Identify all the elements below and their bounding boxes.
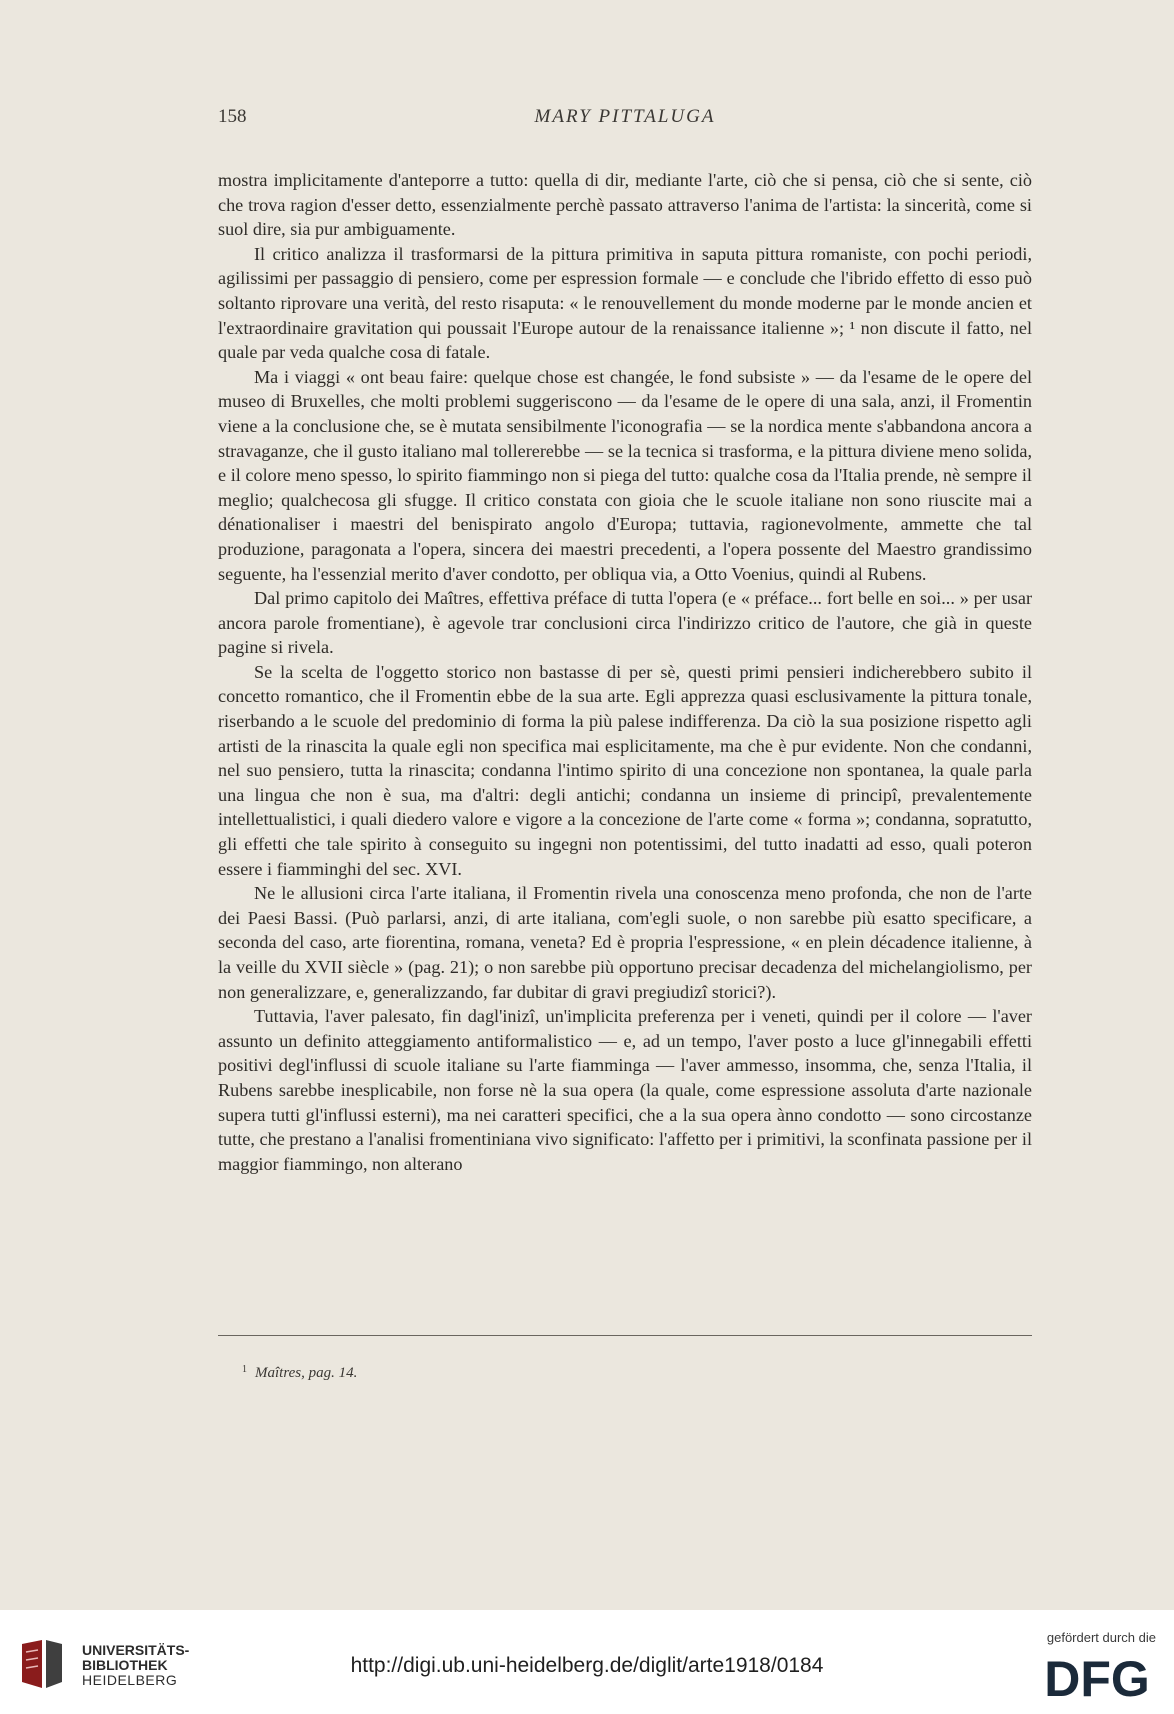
library-name-line: UNIVERSITÄTS-: [82, 1642, 190, 1658]
body-text: [218, 168, 1032, 1176]
library-name-line: BIBLIOTHEK: [82, 1657, 168, 1673]
paragraph: Dal primo capitolo dei Maîtres, effettiva préface di tutta l'opera (e « préface... fort belle en soi... » per usar ancora parole fromentiane), è agevole trar conclusioni circa l'indirizzo critico de l'autore, che già in queste pagine si rivela.: [218, 588, 1032, 658]
funder-label: gefördert durch die: [1046, 1630, 1156, 1645]
paragraph: Se la scelta de l'oggetto storico non bastasse di per sè, questi primi pensieri indicherebbero subito il concetto romantico, che il Fromentin ebbe de la sua arte. Egli apprezza quasi esclusivamente la pittura tonale, riserbando a le scuole del predominio di forma la più palese indifferenza. Da ciò la sua posizione rispetto agli artisti de la rinascita la quale egli non specifica mai esplicitamente, ma che è pur evidente. Non che condanni, nel suo pensiero, tutta la rinascita; condanna l'intimo spirito di una concezione non spontanea, la quale parla una lingua che non è sua, ma d'altri: degli antichi; condanna un insieme di principî, prevalentemente intellettualistici, i quali diedero valore e vigore a la concezione de l'arte come « forma »; condanna, sopratutto, gli effetti che tale spirito à conseguito su ingegni non potentissimi, del tutto inadatti ad esso, quali poteron essere i fiamminghi del sec. XVI.: [218, 661, 1032, 879]
library-name-line: HEIDELBERG: [82, 1672, 178, 1688]
footnote-text: Maîtres, pag. 14.: [255, 1365, 358, 1381]
page-header: [218, 100, 1032, 140]
page-number: 158: [218, 106, 247, 127]
dfg-logo-icon[interactable]: [1038, 1652, 1156, 1702]
running-head: MARY PITTALUGA: [534, 106, 716, 127]
footnote: [242, 1364, 357, 1382]
paragraph: mostra implicitamente d'anteporre a tutto: quella di dir, mediante l'arte, ciò che si pensa, ciò che si sente, ciò che trova ragion d'esser detto, essenzialmente perchè passato attraverso l'anima de l'artista: la sincerità, come si suol dire, sia pur ambiguamente.: [218, 170, 1032, 240]
paragraph: Ne le allusioni circa l'arte italiana, il Fromentin rivela una conoscenza meno profonda, che non de l'arte dei Paesi Bassi. (Può parlarsi, anzi, di arte italiana, com'egli suole, o non sarebbe più esatto specificare, a seconda del caso, arte fiorentina, romana, veneta? Ed è propria l'espressione, « en plein décadence italienne, à la veille du XVII siècle » (pag. 21); o non sarebbe più opportuno precisar decadenza del michelangiolismo, per non generalizzare, e, generalizzando, far dubitar di gravi pregiudizî storici?).: [218, 883, 1032, 1002]
paragraph: Ma i viaggi « ont beau faire: quelque chose est changée, le fond subsiste » — da l'esame de le opere del museo di Bruxelles, che molti problemi suggeriscono — da l'esame de le opere di una sala, anzi, il Fromentin viene a la conclusione che, se è mutata sensibilmente l'iconografia — se la nordica mente s'abbandona ancora a stravaganze, che il gusto italiano mal tollererebbe — se la tecnica si trasforma, e la pittura diviene meno solida, e il colore meno spesso, lo spirito fiammingo non si piega del tutto: qualche cosa da l'Italia prende, nè sempre il meglio; qualchecosa gli sfugge. Il critico constata con gioia che le scuole italiane non sono riuscite mai a dénationaliser i maestri del benispirato angolo d'Europa; tuttavia, ragionevolmente, ammette che tal produzione, paragonata a l'opera, sincera dei maestri precedenti, a l'opera possente del Maestro grandissimo seguente, ha l'essenzial merito d'aver condotto, per obliqua via, a Otto Voenius, quindi al Rubens.: [218, 366, 1032, 584]
paragraph: Tuttavia, l'aver palesato, fin dagl'inizî, un'implicita preferenza per i veneti, quindi per il colore — l'aver assunto un definito atteggiamento antiformalistico — e, ad un tempo, l'aver posto a luce gl'innegabili effetti positivi degl'influssi di scuole italiane su l'arte fiamminga — l'aver ammesso, insomma, che, senza l'Italia, il Rubens sarebbe inesplicabile, non forse nè la sua opera (la quale, come espressione assoluta d'arte nazionale supera tutti gl'influssi esterni), ma nei caratteri specifici, che a la sua opera ànno condotto — sono circostanze tutte, che prestano a l'analisi fromentiniana vivo significato: l'affetto per i primitivi, la sconfinata passione per il maggior fiammingo, non alterano: [218, 1006, 1032, 1174]
viewer-footer: [0, 1610, 1174, 1714]
footnote-marker: 1: [242, 1364, 247, 1375]
dfg-logo-text: DFG: [1044, 1652, 1150, 1702]
paragraph: Il critico analizza il trasformarsi de la pittura primitiva in saputa pittura romaniste, con pochi periodi, agilissimi per passaggio di pensiero, come per espression formale — e conclude che l'ibrido effetto di esso può soltanto riprovare una verità, del resto risaputa: « le renouvellement du monde moderne par le monde ancien et l'extraordinaire gravitation qui poussait l'Europe autour de la renaissance italienne »; ¹ non discute il fatto, nel quale par veda qualche cosa di fatale.: [218, 243, 1032, 363]
footnote-divider: [218, 1335, 1032, 1336]
permalink-url[interactable]: http://digi.ub.uni-heidelberg.de/diglit/arte1918/0184: [350, 1654, 824, 1677]
